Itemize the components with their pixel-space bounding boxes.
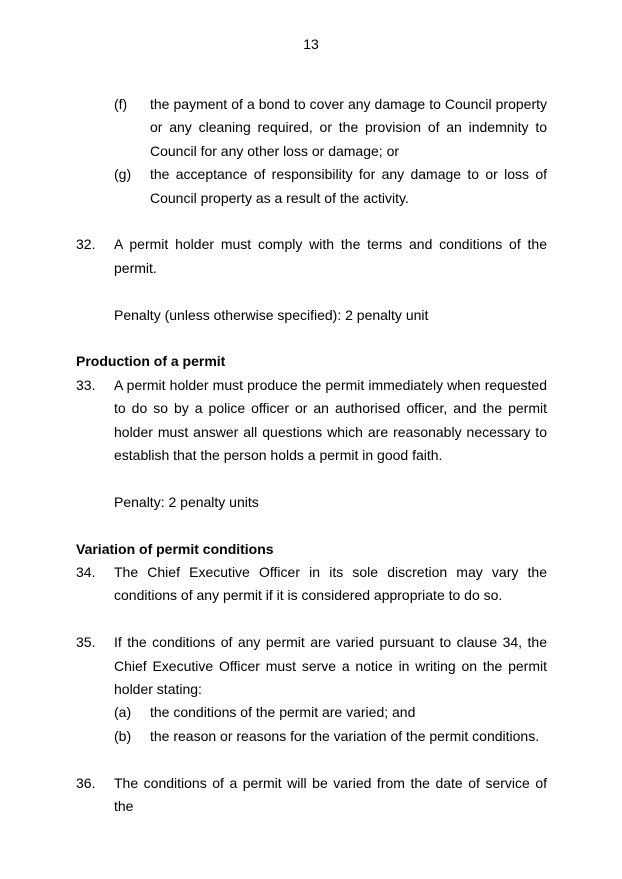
- clause-text: A permit holder must comply with the terms and conditions of the permit.: [114, 236, 547, 276]
- clause-35: [76, 631, 547, 748]
- sub-item-text: the payment of a bond to cover any damage to Council property or any cleaning required, or the provision of an indemnity to Council for any other loss or damage; or: [150, 96, 547, 159]
- clause-34: [76, 561, 547, 608]
- clause-32: [76, 233, 547, 280]
- sub-item-f: [76, 93, 547, 163]
- clause-36: [76, 772, 547, 819]
- sub-item-label: (g): [114, 166, 132, 183]
- clause-number: 33.: [76, 376, 96, 393]
- sub-item-text: the acceptance of responsibility for any damage to or loss of Council property as a result of the activity.: [150, 166, 547, 206]
- sub-item-g: [76, 163, 547, 210]
- page-number: 13: [303, 36, 319, 52]
- clause-number: 36.: [76, 774, 96, 791]
- clause-number: 34.: [76, 564, 96, 581]
- clause-33-penalty: Penalty: 2 penalty units: [114, 493, 259, 510]
- heading-production-of-permit: Production of a permit: [76, 353, 226, 370]
- document-body: [76, 93, 547, 818]
- sub-item-a: [76, 701, 547, 724]
- sub-item-label: (b): [114, 727, 132, 744]
- sub-item-b: [76, 725, 547, 748]
- clause-number: 32.: [76, 236, 96, 253]
- sub-item-text: the conditions of the permit are varied; and: [150, 704, 416, 721]
- sub-item-label: (f): [114, 96, 128, 112]
- clause-32-penalty: Penalty (unless otherwise specified): 2 penalty unit: [114, 306, 429, 323]
- clause-number: 35.: [76, 634, 96, 651]
- sub-item-text: the reason or reasons for the variation of the permit conditions.: [150, 727, 540, 744]
- clause-text: The conditions of a permit will be varied from the date of service of the: [114, 774, 547, 815]
- heading-variation-of-permit-conditions: Variation of permit conditions: [76, 540, 274, 557]
- clause-text: A permit holder must produce the permit immediately when requested to do so by a police officer or an authorised officer, and the permit holder must answer all questions which are reasonably necessary to establish that the person holds a permit in good faith.: [114, 376, 547, 464]
- sub-item-label: (a): [114, 704, 132, 721]
- clause-33: [76, 374, 547, 468]
- clause-text: If the conditions of any permit are varied pursuant to clause 34, the Chief Executive Officer must serve a notice in writing on the permit holder stating:: [114, 634, 547, 698]
- clause-text: The Chief Executive Officer in its sole discretion may vary the conditions of any permit if it is considered appropriate to do so.: [114, 564, 547, 604]
